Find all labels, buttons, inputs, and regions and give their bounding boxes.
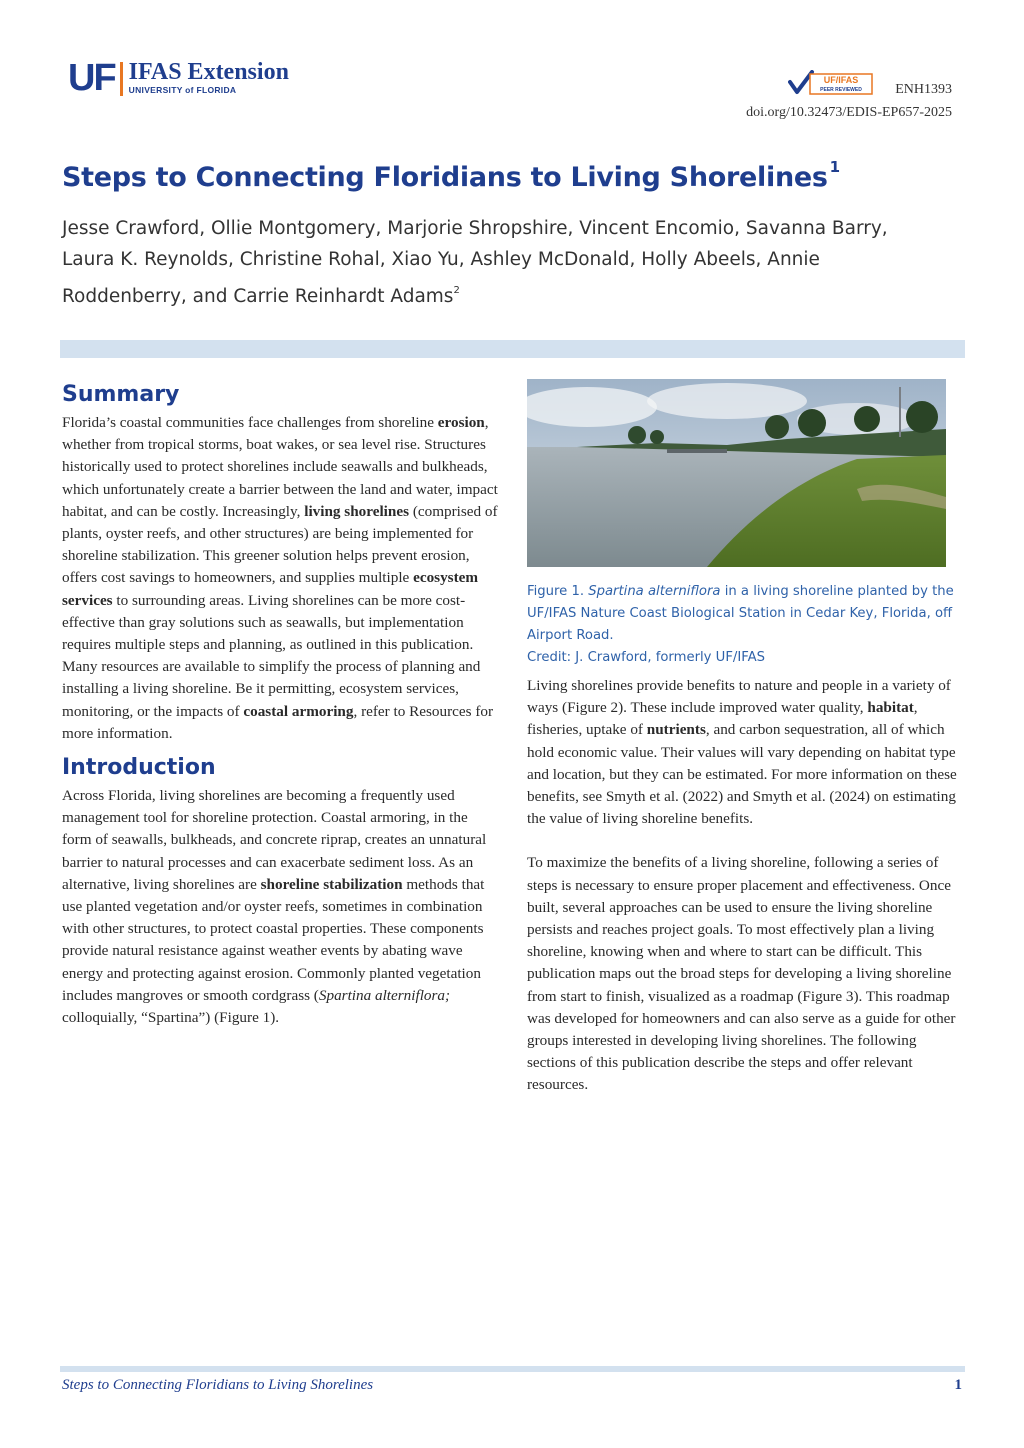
page-number: 1 <box>954 1377 962 1393</box>
glossary-term-ecosystem-services: ecosystem services <box>62 569 479 609</box>
glossary-term-shoreline-stabilization: shoreline stabilization <box>260 875 403 893</box>
peer-badge-line2: PEER REVIEWED <box>820 87 862 93</box>
author-line-2: Laura K. Reynolds, Christine Rohal, Xiao Yu, Ashley McDonald, Holly Abeels, Annie <box>62 249 820 270</box>
glossary-term-coastal-armoring: coastal armoring <box>243 702 354 720</box>
glossary-term-erosion: erosion <box>437 414 485 431</box>
header-divider <box>60 340 965 358</box>
glossary-term-habitat: habitat <box>867 699 914 717</box>
right-column <box>527 379 967 1097</box>
footer-running-title: Steps to Connecting Floridians to Living Shorelines <box>62 1377 374 1393</box>
figure-1-shoreline-photo <box>527 379 946 567</box>
doi-link[interactable]: doi.org/10.32473/EDIS-EP657-2025 <box>746 105 952 120</box>
footer-divider <box>60 1366 965 1372</box>
figure-1-species: Spartina alterniflora <box>588 584 721 599</box>
logo-divider <box>120 62 123 96</box>
left-column <box>62 380 498 1029</box>
logo-brand-name: IFAS Extension <box>128 59 289 85</box>
introduction-paragraph: Across Florida, living shorelines are becoming a frequently used management tool for shoreline protection. Coastal armoring, in the form of seawalls, bulkheads, and concrete riprap, creates an unnatural barrier to natural processes and can exacerbate sediment loss. As an alternative, living shorelines are shoreline stabilization methods that use planted vegetation and/or oyster reefs, sometimes in combination with other structures, to protect coastal properties. These components provide natural resistance against weather events by abating wave energy and protecting against erosion. Commonly planted vegetation includes mangroves or smooth cordgrass (Spartina alterniflora; colloquially, “Spartina”) (Figure 1). <box>62 787 487 1027</box>
benefits-paragraph: Living shorelines provide benefits to nature and people in a variety of ways (Figure 2). These include improved water quality, habitat, fisheries, uptake of nutrients, and carbon sequestration, all of which hold economic value. Their values will vary depending on habitat type and location, but they can be estimated. For more information on these benefits, see Smyth et al. (2022) and Smyth et al. (2024) on estimating the value of living shoreline benefits. <box>527 677 957 828</box>
summary-heading: Summary <box>62 382 180 407</box>
document-title: Steps to Connecting Floridians to Living Shorelines $^1$ <box>62 158 840 193</box>
publication-code: ENH1393 <box>895 82 952 97</box>
title-footnote-marker: 1 <box>829 158 840 176</box>
logo-university-name: UNIVERSITY of FLORIDA <box>128 85 237 95</box>
introduction-heading: Introduction <box>62 755 216 781</box>
roadmap-paragraph: To maximize the benefits of a living shoreline, following a series of steps is necessary to ensure proper placement and effectiveness. Once built, several approaches can be used to ensure the living shoreline persists and reaches project goals. To most effectively plan a living shoreline, knowing when and where to start can be difficult. This publication maps out the broad steps for developing a living shoreline from start to finish, visualized as a roadmap (Figure 3). This roadmap was developed for homeowners and can also serve as a guide for other groups interested in developing living shorelines. The following sections of this publication describe the steps and offer relevant resources. <box>527 854 956 1094</box>
author-footnote-marker: 2 <box>453 285 460 296</box>
author-line-3: Roddenberry, and Carrie Reinhardt Adams <box>62 286 454 307</box>
glossary-term-living-shorelines: living shorelines <box>304 502 410 520</box>
summary-paragraph: Florida’s coastal communities face challenges from shoreline erosion, whether from tropical storms, boat wakes, or sea level rise. Structures historically used to protect shorelines include seawalls and bulkheads, which unfortunately create a barrier between the land and water, impact habitat, and can be costly. Increasingly, living shorelines (comprised of plants, oyster reefs, and other structures) are being implemented for shoreline stabilization. This greener solution helps prevent erosion, offers cost savings to homeowners, and supplies multiple ecosystem services to surrounding areas. Living shorelines can be more cost-effective than gray solutions such as seawalls, but implementation requires multiple steps and planning, as outlined in this publication. Many resources are available to simplify the process of planning and installing a living shoreline. Be it permitting, ecosystem services, monitoring, or the impacts of coastal armoring, refer to Resources for more information. <box>62 414 498 742</box>
figure-1-caption: Figure 1. Spartina alterniflora in a living shoreline planted by the UF/IFAS Nature Coast Biological Station in Cedar Key, Florida, off Airport Road. <box>527 584 954 643</box>
author-list <box>62 213 962 312</box>
glossary-term-nutrients: nutrients <box>646 721 706 739</box>
figure-1-credit: Credit: J. Crawford, formerly UF/IFAS <box>527 650 765 665</box>
uf-logo-mark: UF <box>68 57 115 99</box>
peer-reviewed-badge-icon <box>788 70 874 96</box>
peer-badge-line1: UF/IFAS <box>823 75 859 85</box>
author-line-1: Jesse Crawford, Ollie Montgomery, Marjorie Shropshire, Vincent Encomio, Savanna Barry, <box>62 218 888 239</box>
ifas-extension-logo <box>68 57 289 100</box>
